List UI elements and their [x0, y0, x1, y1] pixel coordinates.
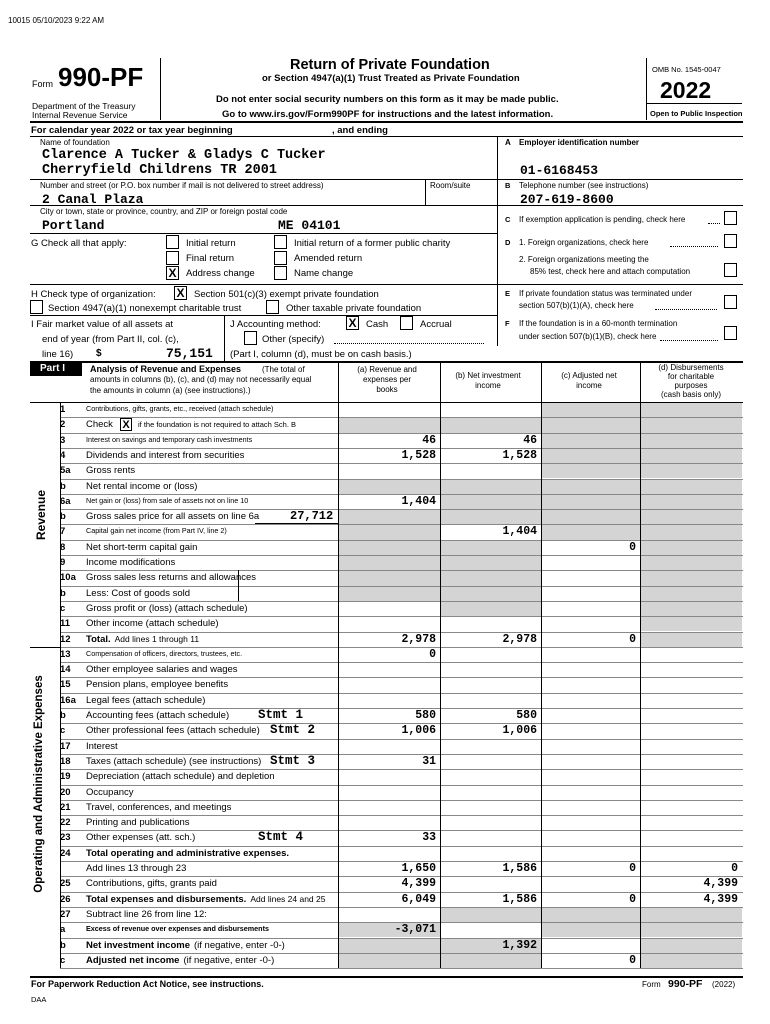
line-number: 17 — [60, 740, 71, 752]
name-change-checkbox[interactable] — [274, 266, 287, 280]
line-number: c — [60, 725, 66, 737]
line-number: 4 — [60, 449, 66, 461]
other-method-label: Other (specify) — [262, 334, 325, 345]
terminated-checkbox[interactable] — [724, 295, 737, 309]
line-label: Contributions, gifts, grants, etc., received (attach schedule) — [86, 404, 274, 413]
col-b-value: 1,528 — [502, 448, 537, 462]
part1-title: Analysis of Revenue and Expenses — [90, 364, 242, 374]
shaded-cell — [441, 587, 541, 601]
shaded-cell — [641, 434, 742, 448]
exemption-pending-label: If exemption application is pending, check here — [519, 215, 686, 224]
shaded-cell — [641, 525, 742, 539]
shaded-cell — [441, 418, 541, 432]
col-b-head-1: (b) Net investment — [455, 371, 521, 380]
statement-ref[interactable]: Stmt 2 — [270, 723, 316, 738]
line-label: Accounting fees (attach schedule) — [86, 710, 230, 721]
address-change-label: Address change — [186, 268, 255, 279]
fmv-label-3: line 16) — [42, 349, 74, 360]
4947-trust-checkbox[interactable] — [30, 300, 43, 314]
terminated-label-2: section 507(b)(1)(A), check here — [519, 301, 634, 310]
statement-ref[interactable]: Stmt 3 — [270, 753, 316, 768]
line-label: Interest — [86, 740, 118, 752]
col-a-value: 0 — [429, 647, 436, 661]
line-label: Gross profit or (loss) (attach schedule) — [86, 602, 248, 614]
footer-form-number: 990-PF — [668, 978, 703, 990]
60-month-checkbox[interactable] — [724, 326, 737, 340]
line-number: b — [60, 587, 66, 599]
shaded-cell — [641, 939, 742, 953]
shaded-cell — [441, 571, 541, 585]
column-divider — [440, 361, 441, 968]
line-number: 24 — [60, 847, 71, 859]
paperwork-notice: For Paperwork Reduction Act Notice, see instructions. — [31, 979, 264, 989]
dept-treasury: Department of the Treasury — [32, 101, 136, 111]
col-b-value: 1,586 — [502, 892, 537, 906]
form-word: Form — [32, 79, 53, 89]
accrual-label: Accrual — [420, 319, 452, 330]
line-number: 10a — [60, 572, 76, 584]
col-a-value: 1,404 — [401, 494, 436, 508]
instructions-link[interactable]: Go to www.irs.gov/Form990PF for instructions and the latest information. — [222, 109, 554, 120]
gross-sales-value: 27,712 — [290, 509, 334, 524]
line-label: Check — [86, 419, 113, 431]
line-label: Depreciation (attach schedule) and depletion — [86, 771, 275, 783]
cash-label: Cash — [366, 319, 389, 330]
line-number: c — [60, 954, 66, 966]
line-number: 1 — [60, 404, 66, 415]
col-d-head-1: (d) Disbursements — [658, 363, 724, 372]
line-number: b — [60, 480, 66, 492]
line-label: Occupancy — [86, 786, 134, 798]
form-number: 990-PF — [58, 62, 144, 92]
shaded-cell — [441, 556, 541, 570]
line-label: Gross sales less returns and allowances — [86, 572, 257, 584]
part1-tag: Part I — [40, 363, 66, 374]
line-label-2: (if negative, enter -0-) — [194, 939, 285, 951]
foreign-85-checkbox[interactable] — [724, 263, 737, 277]
h-type-label: H Check type of organization: — [31, 289, 156, 300]
col-b-value: 1,404 — [502, 525, 537, 539]
amended-return-checkbox[interactable] — [274, 251, 287, 265]
line-label: Interest on savings and temporary cash investments — [86, 434, 253, 444]
line-label-2: Add lines 1 through 11 — [114, 633, 200, 644]
part1-desc-3: the amounts in column (a) (see instructions).) — [90, 386, 251, 395]
inline-underline — [255, 523, 338, 524]
col-b-value: 2,978 — [502, 632, 537, 646]
name-change-label: Name change — [294, 268, 354, 279]
line-label: Total expenses and disbursements. — [86, 893, 247, 905]
60-month-label-2: under section 507(b)(1)(B), check here — [519, 332, 657, 341]
col-c-value: 0 — [629, 953, 636, 967]
number-column-divider — [60, 402, 61, 968]
e-letter: E — [505, 289, 511, 298]
foreign-85-label-1: 2. Foreign organizations meeting the — [519, 255, 649, 264]
line-number: 16a — [60, 694, 76, 706]
shaded-cell — [641, 495, 742, 509]
line-label-2: if the foundation is not required to attach Sch. B — [138, 420, 297, 430]
line-number: 2 — [60, 419, 66, 431]
d-letter: D — [505, 238, 511, 247]
col-c-head-1: (c) Adjusted net — [561, 371, 617, 380]
shaded-cell — [641, 617, 742, 631]
col-a-value: 31 — [422, 754, 436, 768]
501c3-label: Section 501(c)(3) exempt private foundation — [194, 289, 379, 300]
other-method-checkbox[interactable] — [244, 331, 257, 345]
line-number: 20 — [60, 786, 71, 798]
line-number: 12 — [60, 633, 71, 645]
line-label: Less: Cost of goods sold — [86, 587, 191, 599]
line-number: 23 — [60, 832, 71, 844]
line-number: 5a — [60, 465, 71, 477]
part1-title-rest: (The total of — [262, 365, 305, 374]
omb-number: OMB No. 1545-0047 — [652, 65, 721, 74]
line-number: 3 — [60, 434, 66, 446]
line-label: Compensation of officers, directors, trustees, etc. — [86, 648, 243, 658]
inline-box-divider — [238, 570, 239, 601]
col-b-value: 1,392 — [502, 938, 537, 952]
initial-return-checkbox[interactable] — [166, 235, 179, 249]
ein-label: Employer identification number — [519, 138, 640, 147]
line-label: Add lines 13 through 23 — [86, 863, 187, 874]
line-number: 26 — [60, 893, 71, 905]
501c3-checkbox[interactable]: X — [174, 286, 187, 300]
shaded-cell — [542, 403, 640, 417]
g-check-label: G Check all that apply: — [31, 238, 127, 249]
shaded-cell — [542, 464, 640, 478]
4947-trust-label: Section 4947(a)(1) nonexempt charitable trust — [48, 303, 242, 314]
line-number: 11 — [60, 618, 71, 630]
shaded-cell — [339, 556, 440, 570]
street-value: 2 Canal Plaza — [42, 192, 144, 207]
ein-letter: A — [505, 138, 511, 147]
city-value: Portland — [42, 218, 105, 233]
other-taxable-label: Other taxable private foundation — [286, 303, 422, 314]
foreign-org-checkbox[interactable] — [724, 234, 737, 248]
shaded-cell — [339, 418, 440, 432]
col-a-value: 6,049 — [401, 892, 436, 906]
line-number: c — [60, 602, 66, 614]
line-label: Other expenses (att. sch.) — [86, 832, 196, 844]
final-return-checkbox[interactable] — [166, 251, 179, 265]
other-taxable-checkbox[interactable] — [266, 300, 279, 314]
fmv-label-1: I Fair market value of all assets at — [31, 319, 174, 330]
col-a-value: 1,650 — [401, 862, 436, 875]
shaded-cell — [339, 939, 440, 953]
line-label: Income modifications — [86, 557, 176, 568]
expenses-side-label: Operating and Administrative Expenses — [33, 675, 45, 893]
line-label: Total operating and administrative expenses. — [86, 847, 290, 859]
part1-desc-2: amounts in columns (b), (c), and (d) may not necessarily equal — [90, 375, 312, 384]
col-a-head-2: expenses per — [362, 375, 412, 384]
line-number: 15 — [60, 679, 71, 691]
line-number: a — [60, 924, 66, 936]
shaded-cell — [641, 587, 742, 601]
column-divider — [338, 361, 339, 968]
shaded-cell — [441, 510, 541, 524]
fmv-dollar: $ — [96, 348, 102, 359]
column-divider — [640, 361, 641, 968]
line-number: b — [60, 511, 66, 523]
shaded-cell — [441, 908, 541, 922]
line-number: 8 — [60, 541, 66, 553]
shaded-cell — [542, 923, 640, 937]
line-label-2: (if negative, enter -0-) — [183, 954, 275, 966]
col-a-value: 4,399 — [401, 877, 436, 891]
shaded-cell — [542, 495, 640, 509]
phone-label: Telephone number (see instructions) — [519, 181, 649, 190]
line-label: Total. — [86, 633, 111, 645]
shaded-cell — [339, 571, 440, 585]
line-label: Gross rents — [86, 465, 136, 477]
column-divider — [541, 361, 542, 968]
name-label: Name of foundation — [40, 138, 110, 147]
col-a-value: 2,978 — [401, 632, 436, 646]
terminated-label-1: If private foundation status was terminated under — [519, 289, 692, 298]
line-label: Other employee salaries and wages — [86, 664, 238, 676]
foundation-name-line2: Cherryfield Childrens TR 2001 — [42, 163, 277, 178]
shaded-cell — [641, 418, 742, 432]
shaded-cell — [542, 434, 640, 448]
col-a-value: -3,071 — [394, 923, 436, 937]
phone-letter: B — [505, 181, 511, 190]
line-number: 7 — [60, 526, 66, 538]
shaded-cell — [641, 954, 742, 968]
shaded-cell — [542, 510, 640, 524]
footer-form-word: Form — [642, 980, 661, 989]
col-c-head-2: income — [576, 381, 602, 390]
shaded-cell — [641, 449, 742, 463]
shaded-cell — [542, 449, 640, 463]
col-a-value: 580 — [415, 709, 436, 722]
shaded-cell — [441, 954, 541, 968]
line-label: Taxes (attach schedule) (see instructions) — [86, 755, 262, 767]
row-divider — [60, 968, 743, 969]
address-change-checkbox[interactable]: X — [166, 266, 179, 280]
col-a-value: 33 — [422, 831, 436, 845]
line-label: Gross sales price for all assets on line 6a — [86, 511, 260, 523]
col-b-value: 1,006 — [502, 724, 537, 738]
shaded-cell — [441, 495, 541, 509]
shaded-cell — [641, 464, 742, 478]
section-divider — [30, 647, 60, 648]
shaded-cell — [641, 541, 742, 555]
street-label: Number and street (or P.O. box number if mail is not delivered to street address) — [40, 181, 324, 190]
shaded-cell — [641, 480, 742, 494]
foreign-org-label: 1. Foreign organizations, check here — [519, 238, 649, 247]
and-ending-label: , and ending — [332, 125, 388, 136]
line-number: 6a — [60, 495, 71, 507]
amended-return-label: Amended return — [294, 253, 363, 264]
line-label: Subtract line 26 from line 12: — [86, 908, 207, 920]
shaded-cell — [641, 923, 742, 937]
shaded-cell — [542, 418, 640, 432]
open-inspection: Open to Public Inspection — [650, 109, 743, 118]
final-return-label: Final return — [186, 253, 235, 264]
ein-value: 01-6168453 — [520, 163, 599, 178]
line-label-2: Add lines 24 and 25 — [250, 893, 326, 904]
line-number: 21 — [60, 801, 71, 813]
line-number: 18 — [60, 755, 71, 767]
col-c-value: 0 — [629, 862, 636, 875]
cash-basis-note: (Part I, column (d), must be on cash basis.) — [230, 349, 412, 360]
room-label: Room/suite — [430, 181, 471, 190]
col-d-head-2: for charitable — [667, 372, 715, 381]
f-letter: F — [505, 319, 510, 328]
exemption-pending-checkbox[interactable] — [724, 211, 737, 225]
statement-ref[interactable]: Stmt 1 — [258, 708, 304, 722]
shaded-cell — [339, 954, 440, 968]
line-label: Net investment income — [86, 939, 190, 951]
line-label: Net short-term capital gain — [86, 541, 198, 553]
line-label: Dividends and interest from securities — [86, 449, 245, 461]
shaded-cell — [641, 633, 742, 647]
line-label: Travel, conferences, and meetings — [86, 801, 232, 813]
line-number: 19 — [60, 771, 71, 783]
shaded-cell — [542, 480, 640, 494]
line-number: 25 — [60, 878, 71, 890]
line-number: 22 — [60, 817, 71, 829]
shaded-cell — [641, 602, 742, 616]
line-label: Other professional fees (attach schedule) — [86, 725, 260, 737]
col-a-head-1: (a) Revenue and — [357, 365, 417, 374]
shaded-cell — [441, 541, 541, 555]
daa-label: DAA — [31, 995, 47, 1004]
line-number: b — [60, 710, 66, 721]
statement-ref[interactable]: Stmt 4 — [258, 830, 304, 845]
foreign-85-label-2: 85% test, check here and attach computation — [530, 267, 691, 276]
shaded-cell — [339, 480, 440, 494]
line-label: Printing and publications — [86, 817, 190, 829]
col-a-value: 46 — [422, 433, 436, 447]
calendar-year-label: For calendar year 2022 or tax year beginning — [31, 125, 233, 136]
line-label: Other income (attach schedule) — [86, 618, 219, 630]
line-number: 13 — [60, 648, 71, 660]
col-b-head-2: income — [475, 381, 501, 390]
60-month-label-1: If the foundation is in a 60-month termination — [519, 319, 678, 328]
line-number: 27 — [60, 908, 71, 920]
col-b-value: 46 — [523, 433, 537, 447]
shaded-cell — [339, 510, 440, 524]
initial-former-charity-checkbox[interactable] — [274, 235, 287, 249]
tax-year: 2022 — [660, 77, 712, 103]
revenue-side-label: Revenue — [34, 489, 48, 541]
col-d-value: 4,399 — [703, 877, 738, 891]
col-b-value: 1,586 — [502, 862, 537, 875]
cash-checkbox[interactable]: X — [346, 316, 359, 330]
shaded-cell — [641, 556, 742, 570]
fmv-value: 75,151 — [166, 346, 213, 361]
shaded-cell — [641, 510, 742, 524]
line-label: Legal fees (attach schedule) — [86, 694, 206, 706]
line-number: 14 — [60, 664, 71, 676]
col-c-value: 0 — [629, 892, 636, 906]
shaded-cell — [542, 525, 640, 539]
col-d-head-4: (cash basis only) — [660, 390, 722, 399]
initial-former-charity-label: Initial return of a former public charity — [294, 238, 451, 249]
line-label: Net gain or (loss) from sale of assets not on line 10 — [86, 495, 249, 505]
ssn-warning: Do not enter social security numbers on this form as it may be made public. — [216, 94, 559, 105]
header-divider — [30, 402, 743, 403]
col-b-value: 580 — [516, 709, 537, 722]
shaded-cell — [441, 602, 541, 616]
col-a-head-3: books — [376, 385, 398, 394]
line-label: Contributions, gifts, grants paid — [86, 878, 217, 890]
col-c-value: 0 — [629, 540, 636, 554]
phone-value: 207-619-8600 — [520, 192, 614, 207]
initial-return-label: Initial return — [186, 238, 236, 249]
foundation-name-line1: Clarence A Tucker & Gladys C Tucker — [42, 148, 326, 163]
state-zip-value: ME 04101 — [278, 218, 341, 233]
line-label: Adjusted net income — [86, 954, 180, 966]
shaded-cell — [339, 587, 440, 601]
city-label: City or town, state or province, country, and ZIP or foreign postal code — [40, 207, 288, 216]
col-a-value: 1,528 — [401, 448, 436, 462]
shaded-cell — [641, 571, 742, 585]
form-subtitle: or Section 4947(a)(1) Trust Treated as Private Foundation — [262, 73, 520, 84]
footer-year: (2022) — [712, 980, 736, 989]
form-title: Return of Private Foundation — [290, 57, 490, 73]
shaded-cell — [542, 908, 640, 922]
col-c-value: 0 — [629, 632, 636, 646]
print-timestamp: 10015 05/10/2023 9:22 AM — [8, 16, 105, 25]
col-d-value: 4,399 — [703, 892, 738, 906]
line-label: Pension plans, employee benefits — [86, 679, 229, 691]
shaded-cell — [339, 525, 440, 539]
line-number: b — [60, 939, 66, 951]
line-number: 9 — [60, 557, 66, 568]
shaded-cell — [641, 403, 742, 417]
sch-b-checkbox[interactable]: X — [120, 418, 132, 431]
line-label: Capital gain net income (from Part IV, line 2) — [86, 526, 227, 536]
shaded-cell — [441, 480, 541, 494]
irs-label: Internal Revenue Service — [32, 110, 128, 120]
line-label: Net rental income or (loss) — [86, 480, 198, 492]
col-d-value: 0 — [731, 862, 738, 875]
c-letter: C — [505, 215, 511, 224]
accrual-checkbox[interactable] — [400, 316, 413, 330]
col-a-value: 1,006 — [401, 724, 436, 738]
col-d-head-3: purposes — [674, 381, 708, 390]
accounting-method-label: J Accounting method: — [230, 319, 321, 330]
line-label: Excess of revenue over expenses and disbursements — [86, 924, 269, 934]
shaded-cell — [339, 541, 440, 555]
fmv-label-2: end of year (from Part II, col. (c), — [42, 334, 179, 345]
shaded-cell — [641, 908, 742, 922]
